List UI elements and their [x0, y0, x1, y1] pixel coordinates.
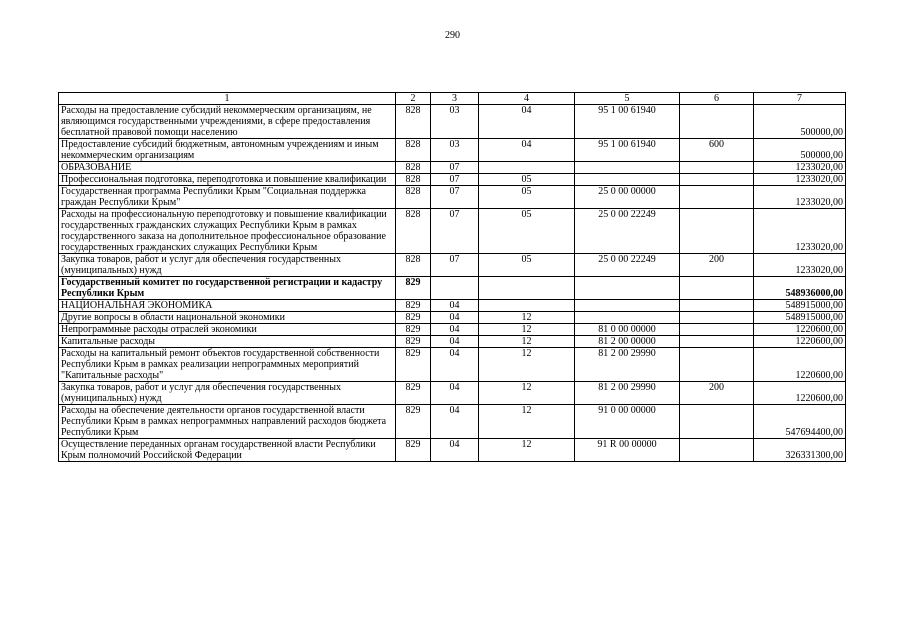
table-row	[59, 277, 846, 300]
row-administrator-cell: 829	[396, 277, 431, 300]
row-subsection-cell	[479, 300, 575, 312]
row-administrator-cell: 828	[396, 209, 431, 254]
row-subsection-cell: 12	[479, 439, 575, 462]
row-administrator-cell: 829	[396, 348, 431, 382]
row-section-cell: 04	[431, 336, 479, 348]
row-section-cell: 04	[431, 348, 479, 382]
row-subsection-cell: 12	[479, 336, 575, 348]
row-target-article-cell: 81 2 00 29990	[575, 348, 680, 382]
row-administrator-cell: 828	[396, 105, 431, 139]
row-amount-cell: 1220600,00	[754, 348, 846, 382]
row-subsection-cell: 12	[479, 312, 575, 324]
row-subsection-cell: 12	[479, 324, 575, 336]
row-expense-type-cell: 600	[680, 139, 754, 162]
table-row	[59, 254, 846, 277]
row-target-article-cell	[575, 312, 680, 324]
row-amount-cell: 547694400,00	[754, 405, 846, 439]
row-expense-type-cell	[680, 439, 754, 462]
table-row	[59, 336, 846, 348]
row-amount-cell: 1233020,00	[754, 186, 846, 209]
row-amount-cell: 1233020,00	[754, 254, 846, 277]
table-row	[59, 312, 846, 324]
row-target-article-cell: 25 0 00 22249	[575, 209, 680, 254]
row-name-cell: Расходы на обеспечение деятельности органов государственной власти Республики Крым в рамках непрограммных направлений расходов бюджета Республики Крым	[59, 405, 396, 439]
row-administrator-cell: 828	[396, 186, 431, 209]
row-expense-type-cell	[680, 277, 754, 300]
row-amount-cell: 1233020,00	[754, 174, 846, 186]
row-expense-type-cell	[680, 312, 754, 324]
row-target-article-cell: 95 1 00 61940	[575, 105, 680, 139]
row-name-cell: Предоставление субсидий бюджетным, автономным учреждениям и иным некоммерческим организациям	[59, 139, 396, 162]
row-name-cell: Расходы на профессиональную переподготовку и повышение квалификации государственных гражданских служащих Республики Крым в рамках государственного заказа на дополнительное профессиональное образование государственных гражданских служащих Республики Крым	[59, 209, 396, 254]
row-administrator-cell: 829	[396, 382, 431, 405]
row-expense-type-cell	[680, 300, 754, 312]
row-section-cell: 04	[431, 300, 479, 312]
row-amount-cell: 548915000,00	[754, 312, 846, 324]
table-row	[59, 209, 846, 254]
row-target-article-cell	[575, 300, 680, 312]
table-row	[59, 405, 846, 439]
row-section-cell: 07	[431, 209, 479, 254]
row-expense-type-cell	[680, 162, 754, 174]
row-subsection-cell	[479, 277, 575, 300]
row-administrator-cell: 829	[396, 300, 431, 312]
row-amount-cell: 548936000,00	[754, 277, 846, 300]
row-amount-cell: 1233020,00	[754, 162, 846, 174]
table-row	[59, 139, 846, 162]
column-header-4: 4	[479, 93, 575, 105]
row-amount-cell: 1220600,00	[754, 336, 846, 348]
row-section-cell: 07	[431, 186, 479, 209]
table-row	[59, 162, 846, 174]
row-amount-cell: 500000,00	[754, 105, 846, 139]
row-section-cell: 03	[431, 105, 479, 139]
row-administrator-cell: 828	[396, 162, 431, 174]
row-subsection-cell: 05	[479, 209, 575, 254]
row-target-article-cell: 91 0 00 00000	[575, 405, 680, 439]
row-target-article-cell: 25 0 00 00000	[575, 186, 680, 209]
row-target-article-cell: 25 0 00 22249	[575, 254, 680, 277]
row-expense-type-cell	[680, 105, 754, 139]
row-section-cell: 04	[431, 312, 479, 324]
row-name-cell: Непрограммные расходы отраслей экономики	[59, 324, 396, 336]
table-row	[59, 300, 846, 312]
column-header-5: 5	[575, 93, 680, 105]
row-administrator-cell: 829	[396, 439, 431, 462]
row-administrator-cell: 829	[396, 324, 431, 336]
row-subsection-cell: 05	[479, 186, 575, 209]
row-amount-cell: 1220600,00	[754, 324, 846, 336]
row-expense-type-cell	[680, 186, 754, 209]
row-name-cell: Закупка товаров, работ и услуг для обеспечения государственных (муниципальных) нужд	[59, 254, 396, 277]
row-expense-type-cell: 200	[680, 254, 754, 277]
row-subsection-cell: 05	[479, 174, 575, 186]
row-administrator-cell: 828	[396, 139, 431, 162]
row-target-article-cell: 81 2 00 00000	[575, 336, 680, 348]
column-header-1: 1	[59, 93, 396, 105]
row-administrator-cell: 829	[396, 336, 431, 348]
table-row	[59, 186, 846, 209]
row-expense-type-cell	[680, 324, 754, 336]
row-amount-cell: 1233020,00	[754, 209, 846, 254]
row-name-cell: Расходы на предоставление субсидий некоммерческим организациям, не являющимся государственными учреждениями, в сфере предоставления бесплатной правовой помощи населению	[59, 105, 396, 139]
row-section-cell: 07	[431, 162, 479, 174]
row-target-article-cell: 91 R 00 00000	[575, 439, 680, 462]
table-row	[59, 105, 846, 139]
row-name-cell: Государственный комитет по государственной регистрации и кадастру Республики Крым	[59, 277, 396, 300]
row-target-article-cell	[575, 277, 680, 300]
row-target-article-cell: 81 2 00 29990	[575, 382, 680, 405]
row-section-cell: 04	[431, 439, 479, 462]
table-row	[59, 324, 846, 336]
row-subsection-cell: 05	[479, 254, 575, 277]
row-name-cell: НАЦИОНАЛЬНАЯ ЭКОНОМИКА	[59, 300, 396, 312]
row-subsection-cell: 12	[479, 405, 575, 439]
row-administrator-cell: 829	[396, 405, 431, 439]
row-section-cell: 07	[431, 254, 479, 277]
row-name-cell: ОБРАЗОВАНИЕ	[59, 162, 396, 174]
row-expense-type-cell	[680, 405, 754, 439]
row-amount-cell: 548915000,00	[754, 300, 846, 312]
row-expense-type-cell	[680, 174, 754, 186]
row-name-cell: Профессиональная подготовка, переподготовка и повышение квалификации	[59, 174, 396, 186]
row-target-article-cell	[575, 174, 680, 186]
row-administrator-cell: 828	[396, 174, 431, 186]
row-name-cell: Государственная программа Республики Крым "Социальная поддержка граждан Республики Крым"	[59, 186, 396, 209]
row-section-cell: 04	[431, 382, 479, 405]
row-name-cell: Закупка товаров, работ и услуг для обеспечения государственных (муниципальных) нужд	[59, 382, 396, 405]
row-subsection-cell: 12	[479, 382, 575, 405]
row-name-cell: Расходы на капитальный ремонт объектов государственной собственности Республики Крым в рамках реализации непрограммных мероприятий "Капитальные расходы"	[59, 348, 396, 382]
row-amount-cell: 1220600,00	[754, 382, 846, 405]
row-section-cell: 04	[431, 405, 479, 439]
column-header-3: 3	[431, 93, 479, 105]
row-section-cell: 03	[431, 139, 479, 162]
table-header-row	[59, 93, 846, 105]
table-row	[59, 174, 846, 186]
row-name-cell: Осуществление переданных органам государственной власти Республики Крым полномочий Российской Федерации	[59, 439, 396, 462]
row-expense-type-cell: 200	[680, 382, 754, 405]
row-name-cell: Капитальные расходы	[59, 336, 396, 348]
row-section-cell	[431, 277, 479, 300]
row-administrator-cell: 828	[396, 254, 431, 277]
page-number: 290	[445, 30, 460, 41]
row-administrator-cell: 829	[396, 312, 431, 324]
row-subsection-cell: 12	[479, 348, 575, 382]
column-header-7: 7	[754, 93, 846, 105]
table-row	[59, 439, 846, 462]
row-subsection-cell: 04	[479, 139, 575, 162]
row-section-cell: 07	[431, 174, 479, 186]
row-expense-type-cell	[680, 348, 754, 382]
row-expense-type-cell	[680, 336, 754, 348]
row-target-article-cell: 95 1 00 61940	[575, 139, 680, 162]
budget-table	[58, 92, 846, 462]
row-target-article-cell: 81 0 00 00000	[575, 324, 680, 336]
row-subsection-cell	[479, 162, 575, 174]
row-name-cell: Другие вопросы в области национальной экономики	[59, 312, 396, 324]
row-section-cell: 04	[431, 324, 479, 336]
row-subsection-cell: 04	[479, 105, 575, 139]
row-amount-cell: 500000,00	[754, 139, 846, 162]
row-target-article-cell	[575, 162, 680, 174]
row-amount-cell: 326331300,00	[754, 439, 846, 462]
row-expense-type-cell	[680, 209, 754, 254]
column-header-6: 6	[680, 93, 754, 105]
table-body	[59, 93, 846, 462]
column-header-2: 2	[396, 93, 431, 105]
table-row	[59, 348, 846, 382]
table-row	[59, 382, 846, 405]
